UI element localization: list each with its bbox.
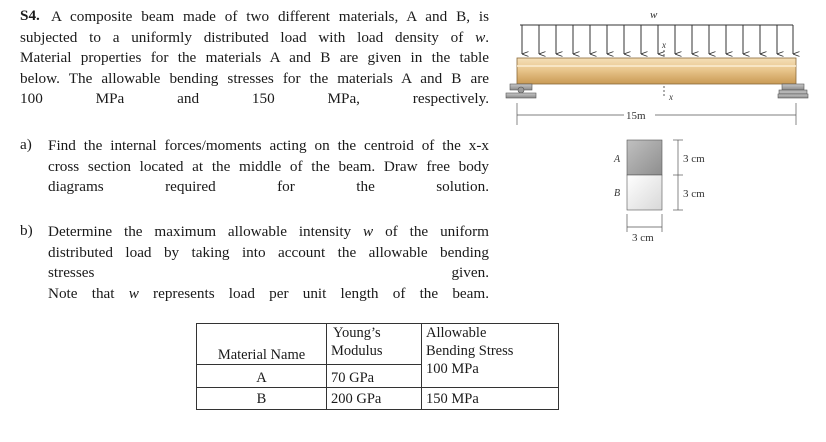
material-b-label: B	[614, 188, 621, 199]
header-allowable-line1: Allowable	[426, 325, 487, 341]
dim-bottom-label: 3 cm	[683, 188, 705, 200]
cell-material-b: B	[197, 388, 327, 410]
part-b-line: Note that w represents load per unit length of the beam.	[48, 284, 490, 302]
part-a-line: diagrams required for the solution.	[48, 178, 489, 195]
header-allowable-line2: Bending Stress	[426, 343, 514, 359]
part-b-line: distributed load by taking into account the allowable bending	[48, 243, 489, 261]
intro-line: 100 MPa and 150 MPa, respectively.	[20, 90, 489, 107]
header-allowable-line3: 100 MPa	[426, 361, 479, 377]
part-b-line: stresses given.	[48, 264, 489, 281]
part-a-line: cross section located at the middle of the beam. Draw free body	[48, 157, 489, 175]
cell-modulus-b: 200 GPa	[327, 388, 422, 410]
section-material-a	[627, 140, 662, 175]
problem-number: S4.	[20, 7, 40, 24]
part-a-line: Find the internal forces/moments acting on the centroid of the x-x	[48, 137, 489, 154]
header-material-name: Material Name	[197, 324, 327, 365]
cell-material-a: A	[197, 365, 327, 388]
part-a-label: a)	[20, 136, 32, 153]
dim-top-label: 3 cm	[683, 153, 705, 165]
beam	[517, 58, 796, 84]
part-b-label: b)	[20, 222, 33, 239]
span-label: 15m	[626, 110, 646, 122]
dim-width-label: 3 cm	[632, 232, 654, 244]
header-youngs-line2: Modulus	[331, 343, 383, 359]
load-label: w	[650, 9, 658, 21]
section-material-b	[627, 175, 662, 210]
section-x-label-top: x	[662, 40, 666, 50]
intro-line: subjected to a uniformly distributed load with load density of w.	[20, 28, 489, 46]
left-support	[506, 84, 536, 98]
intro-line: A composite beam made of two different materials, A and B, is	[51, 8, 489, 25]
cell-stress-b: 150 MPa	[422, 388, 559, 410]
section-x-label-bottom: x	[669, 92, 673, 102]
intro-line: Material properties for the materials A and B are given in the table	[20, 49, 489, 66]
header-youngs-line1: Young’s	[333, 325, 381, 341]
right-support	[778, 84, 808, 98]
intro-line: below. The allowable bending stresses for the materials A and B are	[20, 69, 489, 87]
part-b-line: Determine the maximum allowable intensity w of the uniform	[48, 223, 489, 240]
cell-modulus-a: 70 GPa	[327, 365, 422, 388]
load-arrows	[522, 25, 793, 54]
material-a-label: A	[614, 154, 621, 165]
